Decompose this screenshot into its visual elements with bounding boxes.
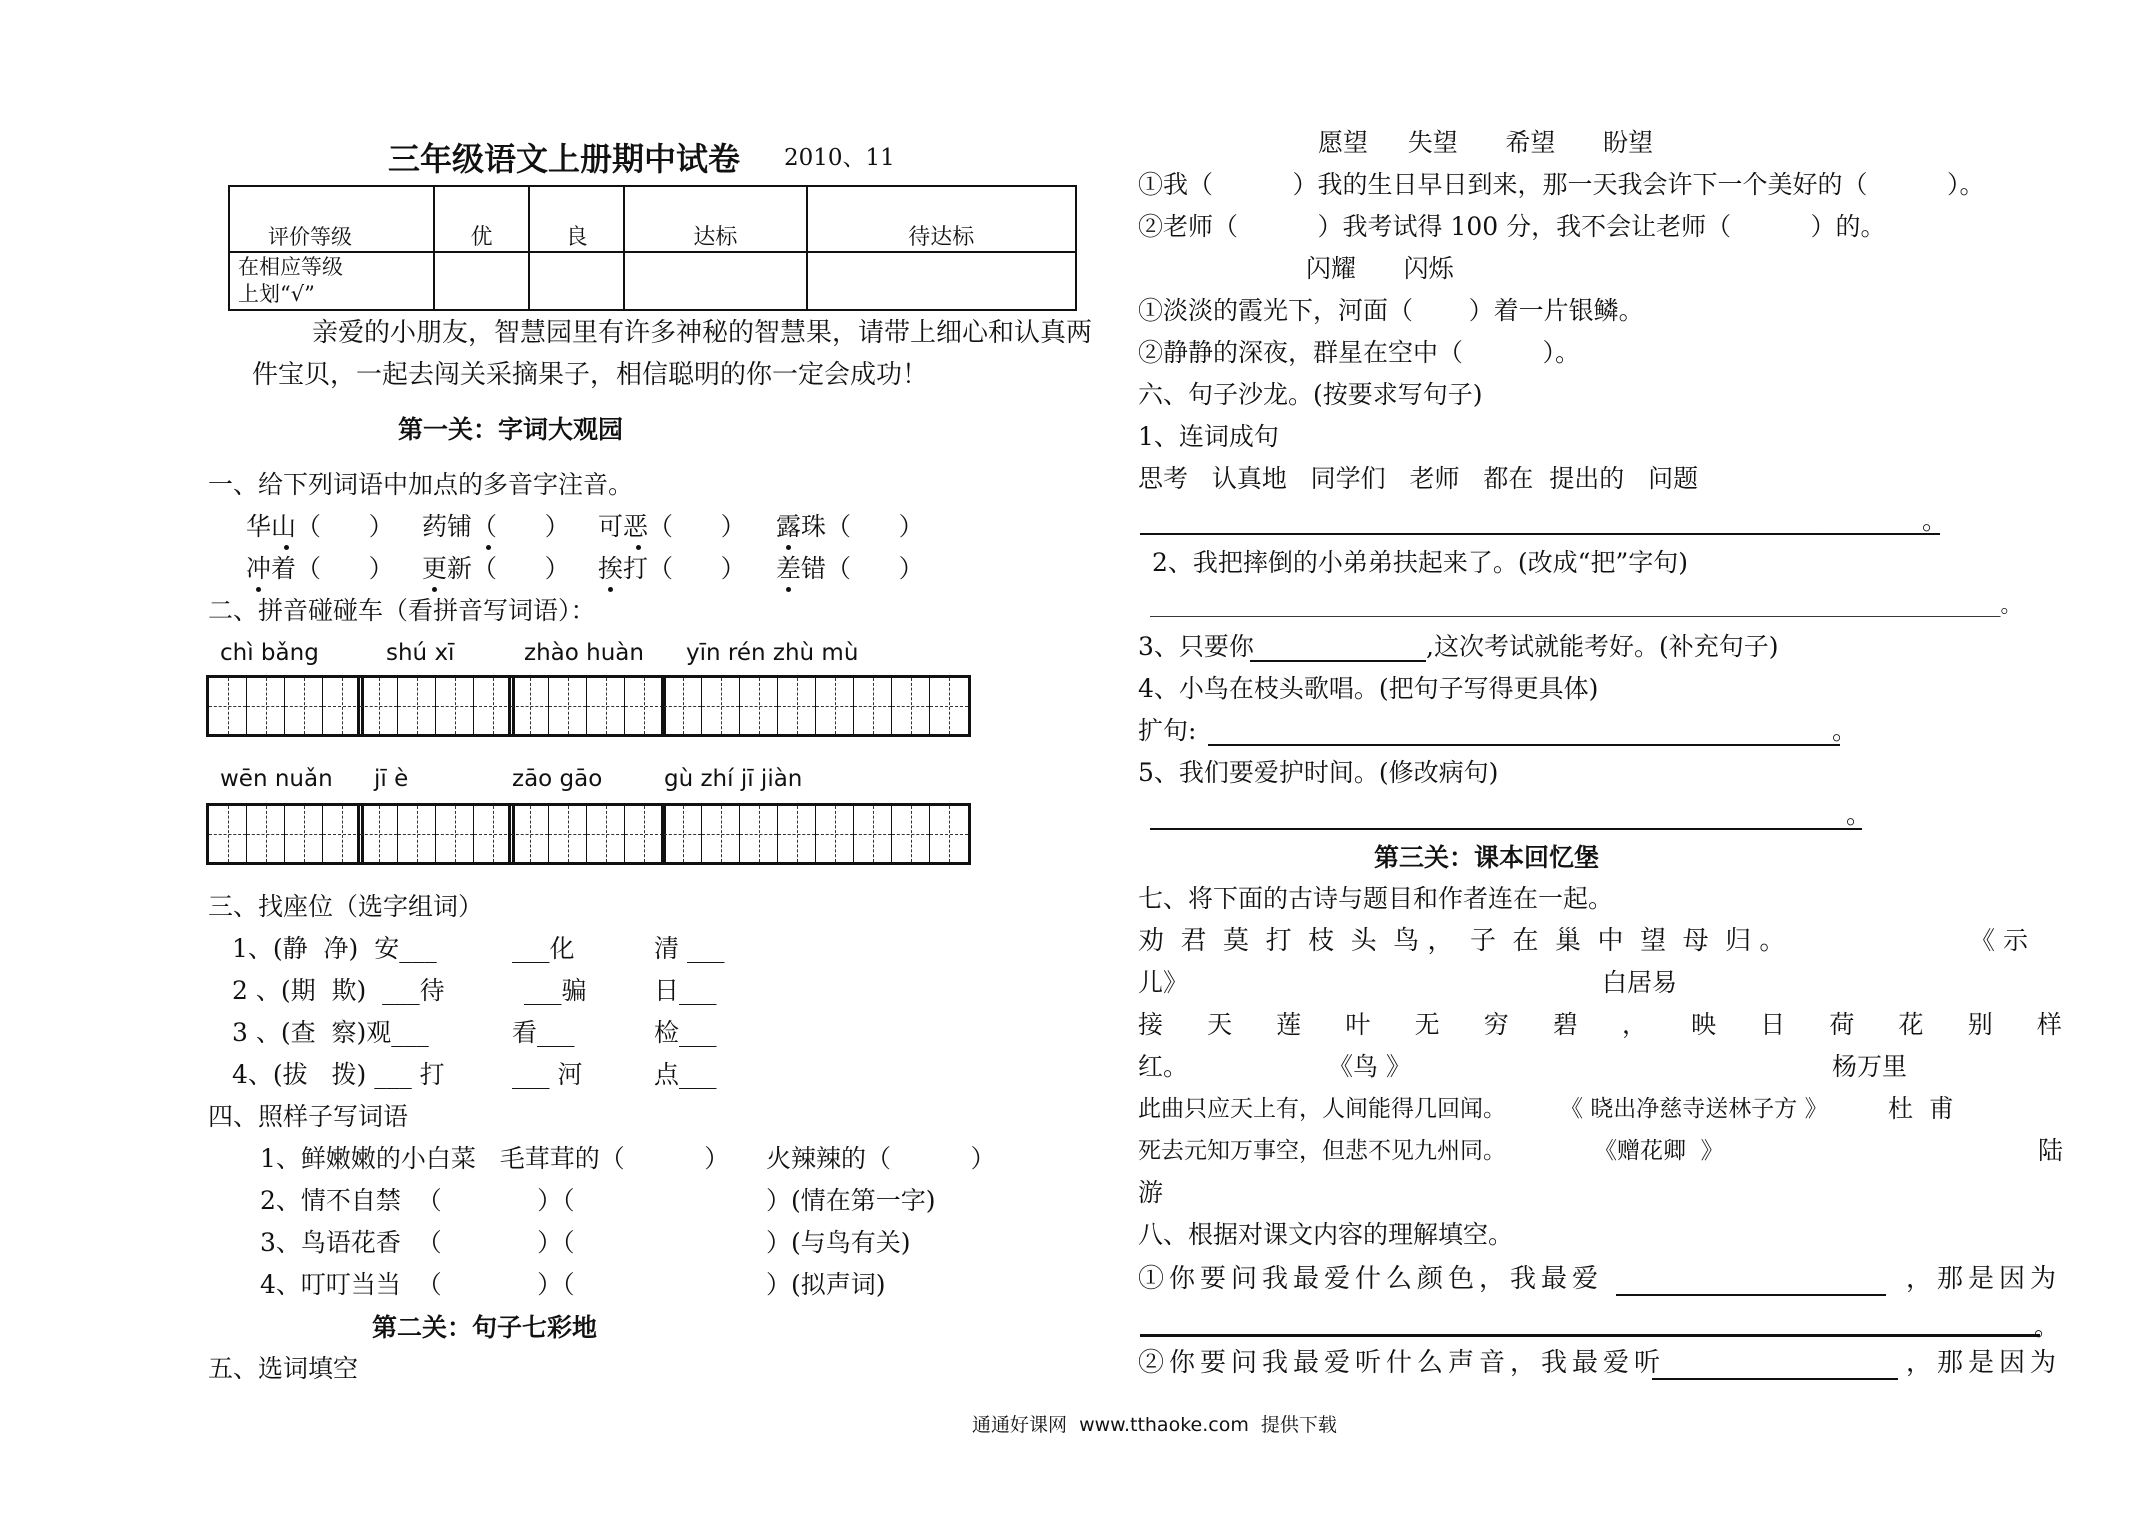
answer-line[interactable] xyxy=(1140,1334,2040,1337)
grade-level: 优 xyxy=(434,186,529,252)
poem-title: 《鸟 》 xyxy=(1328,1052,1411,1081)
poem-author: 杜 甫 xyxy=(1888,1094,1954,1123)
q4-item: 3、鸟语花香 （ ）（ xyxy=(260,1228,575,1257)
poem-title: 儿》 xyxy=(1138,968,1189,997)
q4-item: ）(与鸟有关) xyxy=(766,1228,911,1257)
q4-item: 火辣辣的（ ） xyxy=(766,1144,996,1173)
q6-part4-label: 扩句: xyxy=(1138,716,1197,745)
q5-sentence: ①淡淡的霞光下，河面（ ）着一片银鳞。 xyxy=(1138,296,1644,325)
emphasis-dot xyxy=(786,545,791,550)
q6-part3-a: 3、只要你 xyxy=(1138,632,1254,661)
q3-item: 看___ xyxy=(512,1018,575,1047)
writing-grid[interactable] xyxy=(661,803,971,865)
q6-part1-words: 思考 认真地 同学们 老师 都在 提出的 问题 xyxy=(1138,464,1699,493)
section-2-title: 第二关：句子七彩地 xyxy=(372,1313,598,1342)
footer-credit: 通通好课网 www.tthaoke.com 提供下载 xyxy=(972,1414,1337,1436)
answer-line[interactable] xyxy=(1652,1378,1898,1380)
q4-title: 四、照样子写词语 xyxy=(208,1102,409,1131)
poem-author: 陆 xyxy=(2038,1136,2064,1165)
q5-sentence: ①我（ ）我的生日早日到来，那一天我会许下一个美好的（ ）。 xyxy=(1138,170,1985,199)
answer-line[interactable] xyxy=(1150,828,1862,830)
q4-item: ）(拟声词) xyxy=(766,1270,886,1299)
q5-sentence: ②静静的深夜，群星在空中（ ）。 xyxy=(1138,338,1580,367)
q1-item: 药铺（ ） xyxy=(422,512,570,541)
q5-title: 五、选词填空 xyxy=(208,1354,359,1383)
emphasis-dot xyxy=(608,587,613,592)
grade-table xyxy=(228,185,1077,311)
q1-item: 可恶（ ） xyxy=(598,512,746,541)
pinyin: zāo gāo xyxy=(512,766,603,792)
grade-level: 待达标 xyxy=(807,186,1076,252)
writing-grid[interactable] xyxy=(206,675,364,737)
q3-item: ___化 xyxy=(512,934,575,963)
grade-mark-label: 在相应等级 上划“√” xyxy=(229,252,434,310)
emphasis-dot xyxy=(786,587,791,592)
pinyin: jī è xyxy=(374,766,409,792)
grade-row-label: 评价等级 xyxy=(229,186,434,252)
q3-item: 点___ xyxy=(654,1060,717,1089)
q3-item: 清 ___ xyxy=(654,934,725,963)
q7-title: 七、将下面的古诗与题目和作者连在一起。 xyxy=(1138,884,1614,913)
poem-author: 游 xyxy=(1138,1178,1164,1207)
q1-title: 一、给下列词语中加点的多音字注音。 xyxy=(208,470,634,499)
writing-grid[interactable] xyxy=(357,675,515,737)
writing-grid[interactable] xyxy=(508,675,666,737)
q6-part2-blank[interactable]: _________________________________________________________________________________。 xyxy=(1150,593,2022,617)
pinyin: gù zhí jī jiàn xyxy=(664,766,803,792)
grade-level: 达标 xyxy=(624,186,806,252)
q5-word-bank-1: 愿望 失望 希望 盼望 xyxy=(1318,128,1654,157)
emphasis-dot xyxy=(284,545,289,550)
poem-author: 杨万里 xyxy=(1832,1052,1908,1081)
q4-item: 4、叮叮当当 （ ）（ xyxy=(260,1270,575,1299)
pinyin: zhào huàn xyxy=(524,640,644,666)
writing-grid[interactable] xyxy=(508,803,666,865)
poem-line: 接 天 莲 叶 无 穷 碧 ， 映 日 荷 花 别 样 xyxy=(1138,1010,2062,1039)
pinyin: chì bǎng xyxy=(220,640,319,666)
q2-title: 二、拼音碰碰车（看拼音写词语）： xyxy=(208,596,596,625)
grade-mark-cell[interactable] xyxy=(807,252,1076,310)
q1-item: 华山（ ） xyxy=(246,512,394,541)
q5-word-bank-2: 闪耀 闪烁 xyxy=(1306,254,1454,283)
emphasis-dot xyxy=(432,587,437,592)
poem-title: 《 晓出净慈寺送林子方 》 xyxy=(1560,1096,1828,1122)
poem-line: 死去元知万事空，但悲不见九州同。 xyxy=(1138,1138,1506,1164)
q3-item: ___ 河 xyxy=(512,1060,583,1089)
q6-part4: 4、小鸟在枝头歌唱。(把句子写得更具体) xyxy=(1138,674,1599,703)
poem-line-end: 红。 xyxy=(1138,1052,1189,1081)
q4-item: ）(情在第一字) xyxy=(766,1186,936,1215)
emphasis-dot xyxy=(486,545,491,550)
emphasis-dot xyxy=(636,545,641,550)
writing-grid[interactable] xyxy=(661,675,971,737)
q3-item: 1、(静 净) 安___ xyxy=(232,934,437,963)
poem-line: 此曲只应天上有，人间能得几回闻。 xyxy=(1138,1096,1506,1122)
q1-item: 冲着（ ） xyxy=(246,554,394,583)
period: 。 xyxy=(1832,716,1858,745)
poem-title: 《 示 xyxy=(1970,926,2028,955)
pinyin: yīn rén zhù mù xyxy=(686,640,859,666)
q8-sentence: ②你要问我最爱听什么声音，我最爱听 xyxy=(1138,1348,1666,1378)
period: 。 xyxy=(2034,1312,2060,1341)
q6-title: 六、句子沙龙。(按要求写句子) xyxy=(1138,380,1483,409)
answer-line[interactable] xyxy=(1140,533,1940,535)
q3-item: 检___ xyxy=(654,1018,717,1047)
q5-sentence: ②老师（ ）我考试得 100 分，我不会让老师（ ）的。 xyxy=(1138,212,1886,241)
exam-title: 三年级语文上册期中试卷 xyxy=(388,140,741,178)
emphasis-dot xyxy=(256,587,261,592)
q1-item: 挨打（ ） xyxy=(598,554,746,583)
q6-part1-title: 1、连词成句 xyxy=(1138,422,1279,451)
grade-mark-cell[interactable] xyxy=(434,252,529,310)
q6-part3-b: ,这次考试就能考好。(补充句子) xyxy=(1426,632,1779,661)
section-1-title: 第一关：字词大观园 xyxy=(398,415,624,444)
pinyin: shú xī xyxy=(386,640,455,666)
writing-grid[interactable] xyxy=(357,803,515,865)
poem-line: 劝 君 莫 打 枝 头 鸟 ， 子 在 巢 中 望 母 归 。 xyxy=(1138,926,1786,956)
q8-title: 八、根据对课文内容的理解填空。 xyxy=(1138,1220,1514,1249)
q3-item: ___骗 xyxy=(524,976,587,1005)
q3-item: 日___ xyxy=(654,976,717,1005)
intro-line-1: 亲爱的小朋友，智慧园里有许多神秘的智慧果，请带上细心和认真两 xyxy=(312,318,1093,348)
answer-line[interactable] xyxy=(1616,1294,1886,1296)
q6-part1-end: ________。 xyxy=(1822,506,1948,535)
pinyin: wēn nuǎn xyxy=(220,766,333,792)
poem-title: 《赠花卿 》 xyxy=(1594,1138,1724,1164)
writing-grid[interactable] xyxy=(206,803,364,865)
q3-item: 3 、(查 察)观___ xyxy=(232,1018,429,1047)
q1-item: 差错（ ） xyxy=(776,554,924,583)
q8-sentence: ，那是因为 xyxy=(1906,1348,2062,1378)
q6-part5: 5、我们要爱护时间。(修改病句) xyxy=(1138,758,1499,787)
q4-item: 2、情不自禁 （ ）（ xyxy=(260,1186,575,1215)
period: 。 xyxy=(1846,800,1872,829)
q6-part2: 2、我把摔倒的小弟弟扶起来了。(改成“把”字句) xyxy=(1152,548,1688,577)
q8-sentence: ，那是因为 xyxy=(1906,1264,2062,1294)
answer-line[interactable] xyxy=(1250,660,1426,662)
intro-line-2: 件宝贝，一起去闯关采摘果子，相信聪明的你一定会成功！ xyxy=(252,360,929,390)
q3-item: 2 、(期 欺) ___待 xyxy=(232,976,445,1005)
answer-line[interactable] xyxy=(1208,744,1840,746)
q4-item: 1、鲜嫩嫩的小白菜 毛茸茸的（ ） xyxy=(260,1144,730,1173)
q3-item: 4、(拔 拨) ___ 打 xyxy=(232,1060,445,1089)
q1-item: 更新（ ） xyxy=(422,554,570,583)
grade-level: 良 xyxy=(529,186,624,252)
poem-author: 白居易 xyxy=(1602,968,1678,997)
exam-date: 2010、11 xyxy=(784,145,895,171)
q3-title: 三、找座位（选字组词） xyxy=(208,892,484,921)
q8-sentence: ①你要问我最爱什么颜色，我最爱 xyxy=(1138,1264,1604,1294)
grade-mark-cell[interactable] xyxy=(624,252,806,310)
q1-item: 露珠（ ） xyxy=(776,512,924,541)
grade-mark-cell[interactable] xyxy=(529,252,624,310)
section-3-title: 第三关：课本回忆堡 xyxy=(1374,843,1600,872)
